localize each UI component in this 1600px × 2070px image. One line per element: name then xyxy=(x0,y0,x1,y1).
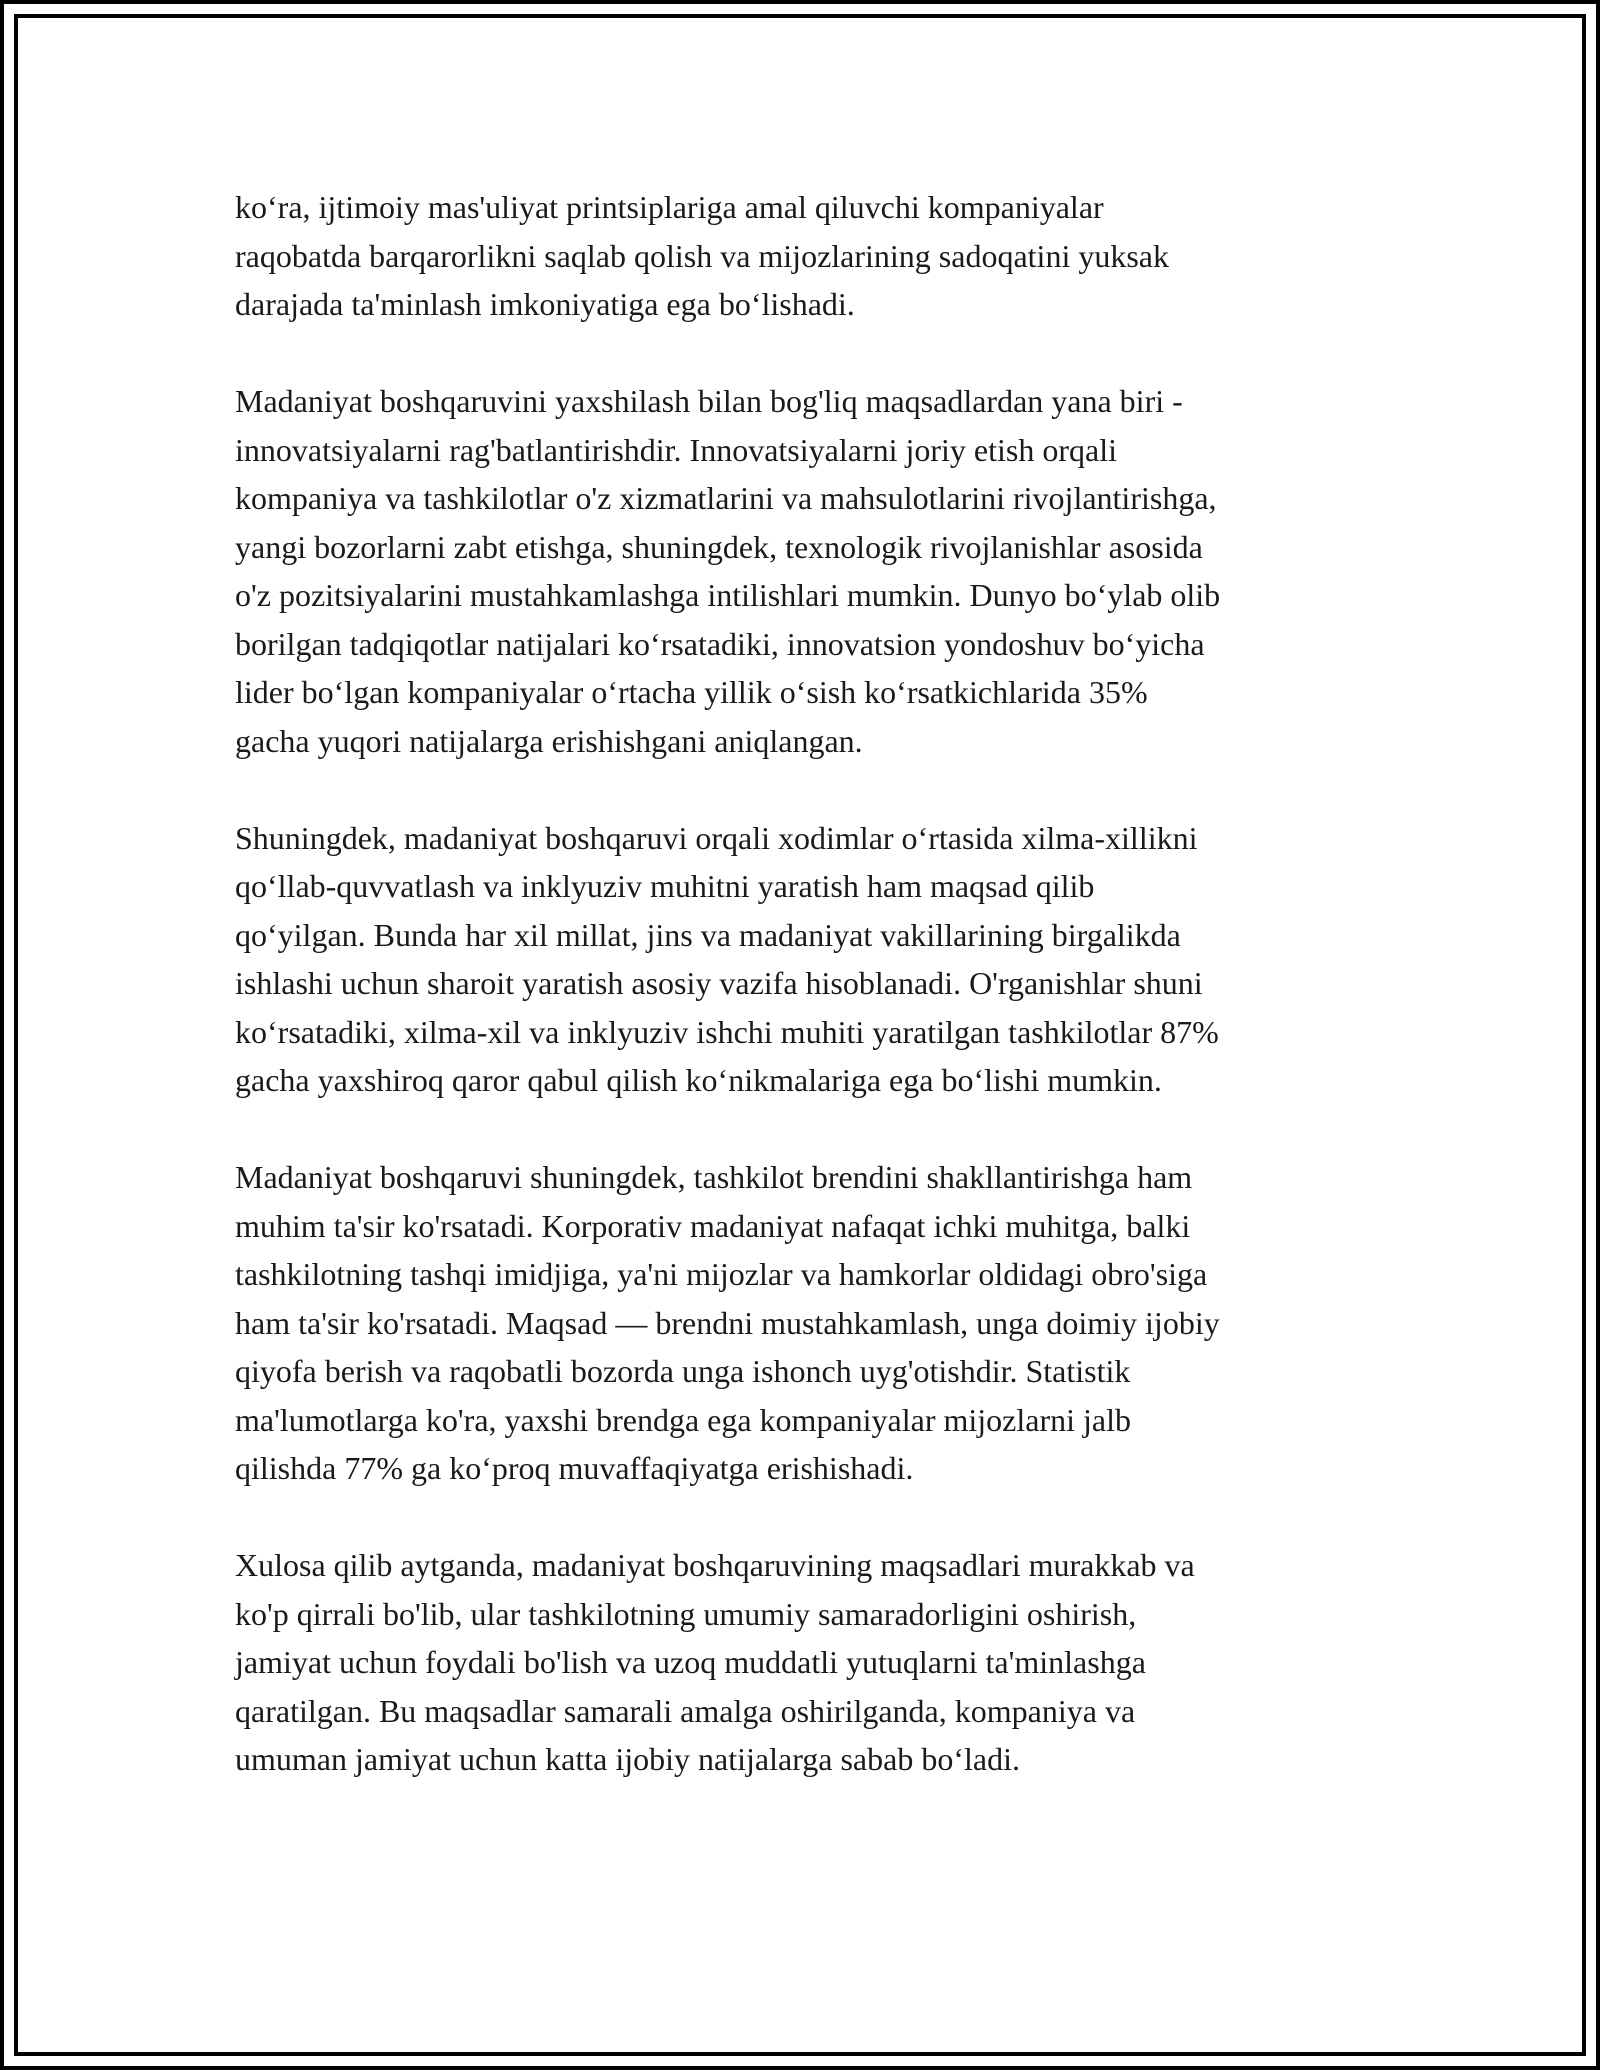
document-body xyxy=(235,183,1380,1832)
paragraph-4: Madaniyat boshqaruvi shuningdek, tashkilot brendini shakllantirishga ham muhim ta'sir ko'rsatadi. Korporativ madaniyat nafaqat ichki muhitga, balki tashkilotning tashqi imidjiga, ya'ni mijozlar va hamkorlar oldidagi obro'siga ham ta'sir ko'rsatadi. Maqsad — brendni mustahkamlash, unga doimiy ijobiy qiyofa berish va raqobatli bozorda unga ishonch uyg'otishdir. Statistik ma'lumotlarga ko'ra, yaxshi brendga ega kompaniyalar mijozlarni jalb qilishda 77% ga ko‘proq muvaffaqiyatga erishishadi. xyxy=(235,1159,1220,1486)
paragraph-5: Xulosa qilib aytganda, madaniyat boshqaruvining maqsadlari murakkab va ko'p qirrali bo'lib, ular tashkilotning umumiy samaradorligini oshirish, jamiyat uchun foydali bo'lish va uzoq muddatli yutuqlarni ta'minlashga qaratilgan. Bu maqsadlar samarali amalga oshirilganda, kompaniya va umuman jamiyat uchun katta ijobiy natijalarga sabab bo‘ladi. xyxy=(235,1547,1195,1777)
paragraph-1: ko‘ra, ijtimoiy mas'uliyat printsiplariga amal qiluvchi kompaniyalar raqobatda barqarorlikni saqlab qolish va mijozlarining sadoqatini yuksak darajada ta'minlash imkoniyatiga ega bo‘lishadi. xyxy=(235,189,1169,322)
paragraph-3: Shuningdek, madaniyat boshqaruvi orqali xodimlar o‘rtasida xilma-xillikni qo‘llab-quvvatlash va inklyuziv muhitni yaratish ham maqsad qilib qo‘yilgan. Bunda har xil millat, jins va madaniyat vakillarining birgalikda ishlashi uchun sharoit yaratish asosiy vazifa hisoblanadi. O'rganishlar shuni ko‘rsatadiki, xilma-xil va inklyuziv ishchi muhiti yaratilgan tashkilotlar 87% gacha yaxshiroq qaror qabul qilish ko‘nikmalariga ega bo‘lishi mumkin. xyxy=(235,819,1219,1098)
paragraph-2: Madaniyat boshqaruvini yaxshilash bilan bog'liq maqsadlardan yana biri - innovatsiyalarni rag'batlantirishdir. Innovatsiyalarni joriy etish orqali kompaniya va tashkilotlar o'z xizmatlarini va mahsulotlarini rivojlantirishga, yangi bozorlarni zabt etishga, shuningdek, texnologik rivojlanishlar asosida o'z pozitsiyalarini mustahkamlashga intilishlari mumkin. Dunyo bo‘ylab olib borilgan tadqiqotlar natijalari ko‘rsatadiki, innovatsion yondoshuv bo‘yicha lider bo‘lgan kompaniyalar o‘rtacha yillik o‘sish ko‘rsatkichlarida 35% gacha yuqori natijalarga erishishgani aniqlangan. xyxy=(235,383,1221,759)
